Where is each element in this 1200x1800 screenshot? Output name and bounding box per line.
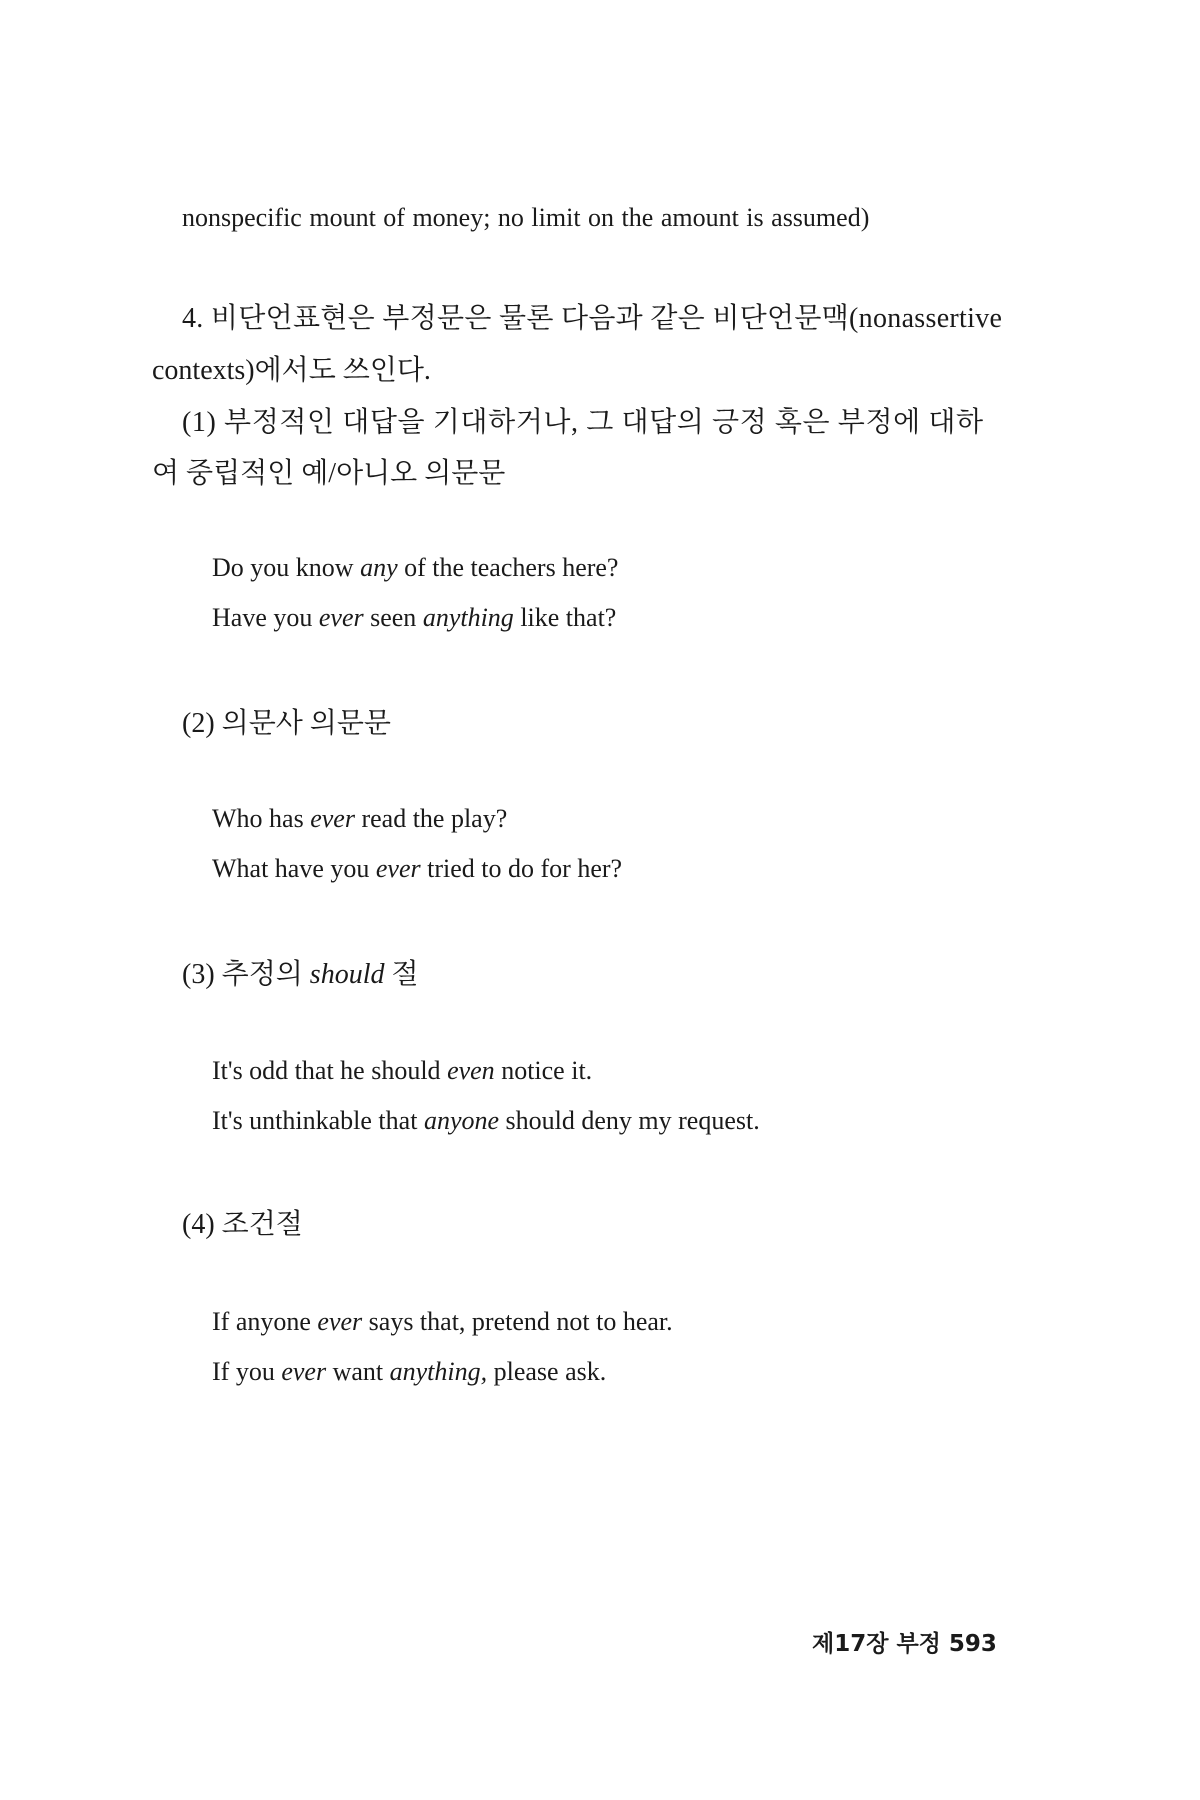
text-run: tried to do for her? <box>420 854 623 883</box>
chapter-and-page-number: 제17장 부정 593 <box>812 1631 997 1657</box>
italic-term: should <box>309 959 385 990</box>
subsection-3-heading <box>182 958 419 992</box>
text-run: 절 <box>384 959 419 990</box>
italic-term: anyone <box>423 1106 500 1135</box>
text-run: says that, pretend not to hear. <box>362 1307 673 1336</box>
section-4-heading-line-2 <box>152 354 431 388</box>
italic-term: anything <box>422 603 514 632</box>
text-run: like that? <box>513 603 617 632</box>
example-sentence <box>212 1055 592 1086</box>
example-sentence <box>212 1105 760 1136</box>
text-run: seen <box>363 603 423 632</box>
subsection-2-heading <box>182 707 391 741</box>
text-run: Who has <box>212 804 311 833</box>
text-run: read the play? <box>354 804 508 833</box>
italic-term: ever <box>317 1307 363 1336</box>
page-footer <box>812 1625 997 1658</box>
italic-term: anything, <box>389 1357 488 1386</box>
text-run: It's unthinkable that <box>212 1106 424 1135</box>
text-run: (3) 추정의 <box>182 959 310 990</box>
text-run: please ask. <box>487 1357 607 1386</box>
text-run: notice it. <box>494 1056 593 1085</box>
text-run: (2) 의문사 의문문 <box>182 708 391 739</box>
italic-term: any <box>360 553 398 582</box>
text-run: should deny my request. <box>499 1106 760 1135</box>
text-run: 여 중립적인 예/아니오 의문문 <box>152 458 506 489</box>
example-sentence <box>212 602 616 633</box>
text-run: Have you <box>212 603 319 632</box>
italic-term: ever <box>318 603 364 632</box>
text-run: (4) 조건절 <box>182 1209 303 1240</box>
subsection-4-heading <box>182 1208 303 1242</box>
text-run: If you <box>212 1357 282 1386</box>
text-run: 4. 비단언표현은 부정문은 물론 다음과 같은 비단언문맥(nonassertive <box>182 303 1003 334</box>
italic-term: ever <box>375 854 421 883</box>
example-sentence <box>212 1356 606 1387</box>
subsection-1-heading-line-1 <box>182 406 984 440</box>
subsection-1-heading-line-2 <box>152 457 505 491</box>
section-4-heading-line-1 <box>182 302 1002 336</box>
body-line-continuation <box>182 202 869 233</box>
text-run: If anyone <box>212 1307 318 1336</box>
example-sentence <box>212 853 622 884</box>
text-run: nonspecific mount of money; no limit on the amount is assumed) <box>182 203 870 232</box>
text-run: Do you know <box>212 553 361 582</box>
italic-term: even <box>447 1056 495 1085</box>
text-run: want <box>326 1357 390 1386</box>
text-run: (1) 부정적인 대답을 기대하거나, 그 대답의 긍정 혹은 부정에 대하 <box>182 407 984 438</box>
example-sentence <box>212 803 507 834</box>
example-sentence <box>212 552 618 583</box>
text-run: contexts)에서도 쓰인다. <box>152 355 431 386</box>
text-run: What have you <box>212 854 376 883</box>
example-sentence <box>212 1306 673 1337</box>
text-run: of the teachers here? <box>397 553 619 582</box>
text-run: It's odd that he should <box>212 1056 448 1085</box>
italic-term: ever <box>281 1357 327 1386</box>
italic-term: ever <box>310 804 355 833</box>
